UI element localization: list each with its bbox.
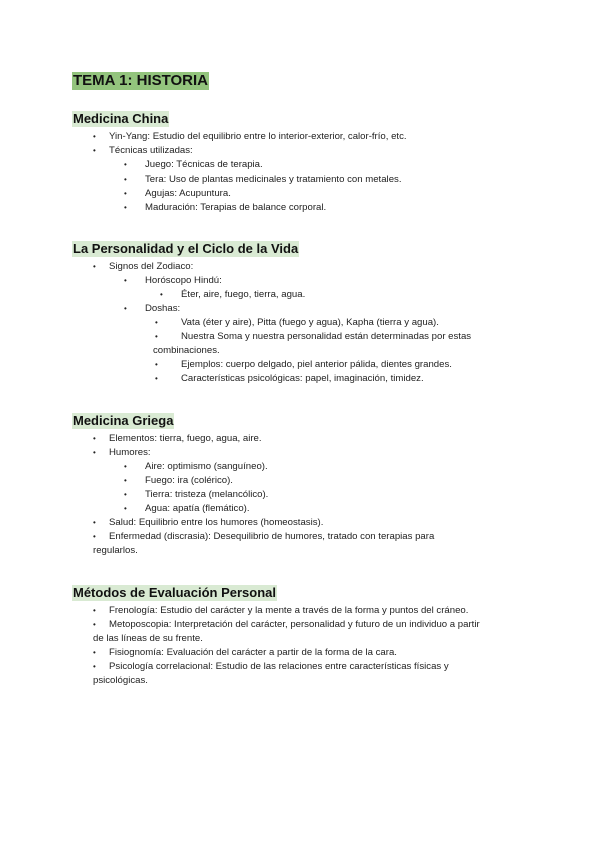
bullet-icon: • (155, 374, 158, 383)
bullet-icon: • (124, 189, 127, 198)
list-item: Éter, aire, fuego, tierra, agua. (181, 289, 306, 300)
bullet-icon: • (93, 434, 96, 443)
list-item: Yin-Yang: Estudio del equilibrio entre lo interior-exterior, calor-frío, etc. (109, 131, 407, 142)
bullet-icon: • (124, 160, 127, 169)
list-item: Ejemplos: cuerpo delgado, piel anterior pálida, dientes grandes. (181, 359, 452, 370)
bullet-icon: • (93, 532, 96, 541)
bullet-icon: • (124, 462, 127, 471)
list-item-continuation: regularlos. (93, 545, 138, 556)
section-heading-personalidad: La Personalidad y el Ciclo de la Vida (73, 241, 299, 256)
list-item: Humores: (109, 447, 151, 458)
bullet-icon: • (93, 606, 96, 615)
list-item: Fuego: ira (colérico). (145, 475, 233, 486)
list-item: Signos del Zodiaco: (109, 261, 194, 272)
list-item-continuation: combinaciones. (153, 345, 220, 356)
list-item: Elementos: tierra, fuego, agua, aire. (109, 433, 262, 444)
list-item: Salud: Equilibrio entre los humores (homeostasis). (109, 517, 324, 528)
bullet-icon: • (124, 175, 127, 184)
bullet-icon: • (93, 146, 96, 155)
bullet-icon: • (93, 448, 96, 457)
list-item: Vata (éter y aire), Pitta (fuego y agua), Kapha (tierra y agua). (181, 317, 439, 328)
bullet-icon: • (124, 504, 127, 513)
page-title: TEMA 1: HISTORIA (73, 72, 209, 89)
bullet-icon: • (124, 276, 127, 285)
bullet-icon: • (124, 476, 127, 485)
list-item: Juego: Técnicas de terapia. (145, 159, 263, 170)
bullet-icon: • (93, 262, 96, 271)
bullet-icon: • (124, 203, 127, 212)
bullet-icon: • (93, 620, 96, 629)
bullet-icon: • (160, 290, 163, 299)
list-item: Frenología: Estudio del carácter y la mente a través de la forma y puntos del cráneo. (109, 605, 469, 616)
list-item: Enfermedad (discrasia): Desequilibrio de humores, tratado con terapias para (109, 531, 435, 542)
list-item: Características psicológicas: papel, imaginación, timidez. (181, 373, 424, 384)
list-item: Técnicas utilizadas: (109, 145, 193, 156)
list-item: Agua: apatía (flemático). (145, 503, 250, 514)
bullet-icon: • (93, 132, 96, 141)
bullet-icon: • (93, 662, 96, 671)
bullet-icon: • (124, 304, 127, 313)
list-item: Agujas: Acupuntura. (145, 188, 231, 199)
bullet-icon: • (124, 490, 127, 499)
list-item: Metoposcopia: Interpretación del carácter, personalidad y futuro de un individuo a partir (109, 619, 480, 630)
list-item: Fisiognomía: Evaluación del carácter a partir de la forma de la cara. (109, 647, 397, 658)
list-item: Doshas: (145, 303, 181, 314)
list-item: Maduración: Terapias de balance corporal. (145, 202, 327, 213)
bullet-icon: • (155, 318, 158, 327)
list-item: Aire: optimismo (sanguíneo). (145, 461, 268, 472)
list-item: Horóscopo Hindú: (145, 275, 222, 286)
section-heading-medicina-china: Medicina China (73, 111, 169, 126)
section-heading-medicina-griega: Medicina Griega (73, 413, 174, 428)
list-item: Nuestra Soma y nuestra personalidad están determinadas por estas (181, 331, 472, 342)
bullet-icon: • (155, 332, 158, 341)
bullet-icon: • (93, 648, 96, 657)
list-item: Tera: Uso de plantas medicinales y tratamiento con metales. (145, 174, 402, 185)
list-item-continuation: de las líneas de su frente. (93, 633, 203, 644)
list-item-continuation: psicológicas. (93, 675, 148, 686)
list-item: Psicología correlacional: Estudio de las relaciones entre características físicas y (109, 661, 449, 672)
section-heading-metodos-evaluacion: Métodos de Evaluación Personal (73, 585, 276, 600)
bullet-icon: • (93, 518, 96, 527)
list-item: Tierra: tristeza (melancólico). (145, 489, 269, 500)
bullet-icon: • (155, 360, 158, 369)
